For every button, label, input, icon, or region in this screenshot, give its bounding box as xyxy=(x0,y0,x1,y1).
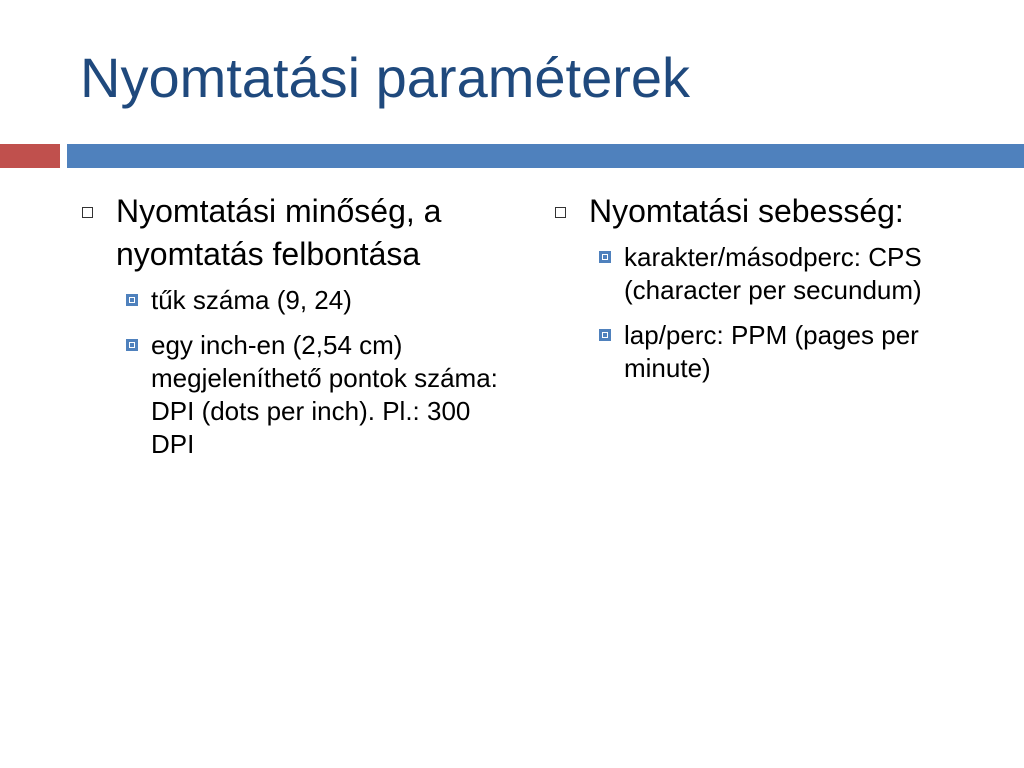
filled-square-bullet-icon xyxy=(599,329,611,341)
list-item-text: tűk száma (9, 24) xyxy=(151,285,352,315)
hollow-square-bullet-icon xyxy=(555,207,566,218)
list-item xyxy=(599,241,975,307)
list-item-text: karakter/másodperc: CPS (character per secundum) xyxy=(624,242,922,305)
slide-title: Nyomtatási paraméterek xyxy=(80,46,691,109)
list-item xyxy=(126,284,502,317)
left-column xyxy=(82,190,502,473)
left-sub-list xyxy=(82,284,502,461)
right-bullet-heading xyxy=(555,190,975,233)
list-item xyxy=(126,329,502,461)
left-heading-text: Nyomtatási minőség, a nyomtatás felbontása xyxy=(116,193,442,272)
accent-bar-red xyxy=(0,144,60,168)
list-item xyxy=(599,319,975,385)
filled-square-bullet-icon xyxy=(126,339,138,351)
hollow-square-bullet-icon xyxy=(82,207,93,218)
filled-square-bullet-icon xyxy=(126,294,138,306)
right-sub-list xyxy=(555,241,975,385)
right-column xyxy=(555,190,975,397)
left-bullet-heading xyxy=(82,190,502,276)
list-item-text: lap/perc: PPM (pages per minute) xyxy=(624,320,919,383)
right-heading-text: Nyomtatási sebesség: xyxy=(589,193,904,229)
list-item-text: egy inch-en (2,54 cm) megjeleníthető pontok száma: DPI (dots per inch). Pl.: 300 DPI xyxy=(151,330,498,459)
filled-square-bullet-icon xyxy=(599,251,611,263)
accent-bar-blue xyxy=(67,144,1024,168)
